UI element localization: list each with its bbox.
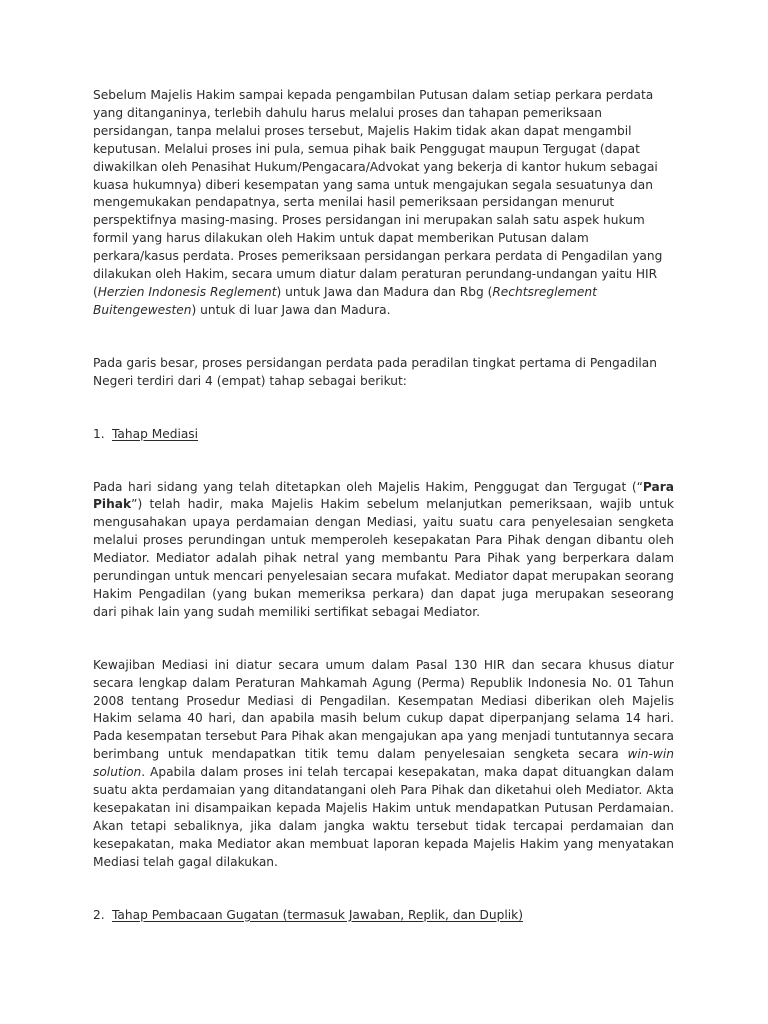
intro-italic-rbg: Rechtsreglement Buitengewesten bbox=[93, 284, 597, 317]
intro-text-1: Sebelum Majelis Hakim sampai kepada pengambilan Putusan dalam setiap perkara perdata yang ditanganinya, terlebih dahulu harus melalui proses dan tahapan pemeriksaan persidangan, tanpa melalui proses tersebut, Majelis Hakim tidak akan dapat mengambil keputusan. Melalui proses ini pula, semua pihak baik Penggugat maupun Tergugat (dapat diwakilkan oleh Penasihat Hukum/Pengacara/Advokat yang bekerja di kantor hukum sebagai kuasa hukumnya) diberi kesempatan yang sama untuk mengajukan segala sesuatunya dan mengemukakan pendapatnya, serta menilai hasil pemeriksaan persidangan menurut perspektifnya masing-masing. Proses persidangan ini merupakan salah satu aspek hukum formil yang harus dilakukan oleh Hakim untuk dapat memberikan Putusan dalam perkara/kasus perdata. Proses pemeriksaan persidangan perkara perdata di Pengadilan yang dilakukan oleh Hakim, secara umum diatur dalam peraturan perundang-undangan yaitu HIR ( bbox=[93, 88, 663, 299]
mediasi-paragraph-2 bbox=[93, 657, 674, 872]
mediasi-text-1: Pada hari sidang yang telah ditetapkan oleh Majelis Hakim, Penggugat dan Tergugat (“ bbox=[93, 479, 643, 494]
intro-text-2: ) untuk Jawa dan Madura dan Rbg ( bbox=[276, 284, 493, 299]
section-title-mediasi: Tahap Mediasi bbox=[112, 426, 199, 441]
overview-paragraph: Pada garis besar, proses persidangan perdata pada peradilan tingkat pertama di Pengadilan Negeri terdiri dari 4 (empat) tahap sebagai berikut: bbox=[93, 355, 657, 388]
intro-paragraph bbox=[93, 87, 674, 320]
section-title-gugatan: Tahap Pembacaan Gugatan (termasuk Jawaban, Replik, dan Duplik) bbox=[112, 907, 523, 922]
mediasi-text-2: ”) telah hadir, maka Majelis Hakim sebelum melanjutkan pemeriksaan, wajib untuk mengusahakan upaya perdamaian dengan Mediasi, yaitu suatu cara penyelesaian sengketa melalui proses perundingan untuk memperoleh kesepakatan Para Pihak dengan dibantu oleh Mediator. Mediator adalah pihak netral yang membantu Para Pihak yang berperkara dalam perundingan untuk mencari penyelesaian secara mufakat. Mediator dapat merupakan seorang Hakim Pengadilan (yang bukan memeriksa perkara) dan dapat juga merupakan seseorang dari pihak lain yang sudah memiliki sertifikat sebagai Mediator. bbox=[93, 497, 674, 619]
mediasi2-text-1: Kewajiban Mediasi ini diatur secara umum dalam Pasal 130 HIR dan secara khusus diatur secara lengkap dalam Peraturan Mahkamah Agung (Perma) Republik Indonesia No. 01 Tahun 2008 tentang Prosedur Mediasi di Pengadilan. Kesempatan Mediasi diberikan oleh Majelis Hakim selama 40 hari, dan apabila masih belum cukup dapat diperpanjang selama 14 hari. Pada kesempatan tersebut Para Pihak akan mengajukan apa yang menjadi tuntutannya secara berimbang untuk mendapatkan titik temu dalam penyelesaian sengketa secara bbox=[93, 657, 674, 762]
document-page bbox=[93, 87, 674, 925]
section-number-2: 2. bbox=[93, 907, 105, 922]
intro-text-3: ) untuk di luar Jawa dan Madura. bbox=[191, 302, 391, 317]
section-heading-mediasi bbox=[93, 426, 674, 444]
mediasi-bold-para-pihak: Para Pihak bbox=[93, 479, 674, 512]
mediasi2-text-2: . Apabila dalam proses ini telah tercapai kesepakatan, maka dapat dituangkan dalam suatu akta perdamaian yang ditandatangani oleh Para Pihak dan diketahui oleh Mediator. Akta kesepakatan ini disampaikan kepada Majelis Hakim untuk mendapatkan Putusan Perdamaian. Akan tetapi sebaliknya, jika dalam jangka waktu tersebut tidak tercapai perdamaian dan kesepakatan, maka Mediator akan membuat laporan kepada Majelis Hakim yang menyatakan Mediasi telah gagal dilakukan. bbox=[93, 765, 674, 869]
mediasi-paragraph-1 bbox=[93, 479, 674, 622]
intro-italic-hir: Herzien Indonesis Reglement bbox=[97, 284, 277, 299]
mediasi2-italic-winwin: win-win solution bbox=[93, 747, 674, 780]
section-heading-gugatan bbox=[93, 907, 674, 925]
section-number-1: 1. bbox=[93, 426, 105, 441]
